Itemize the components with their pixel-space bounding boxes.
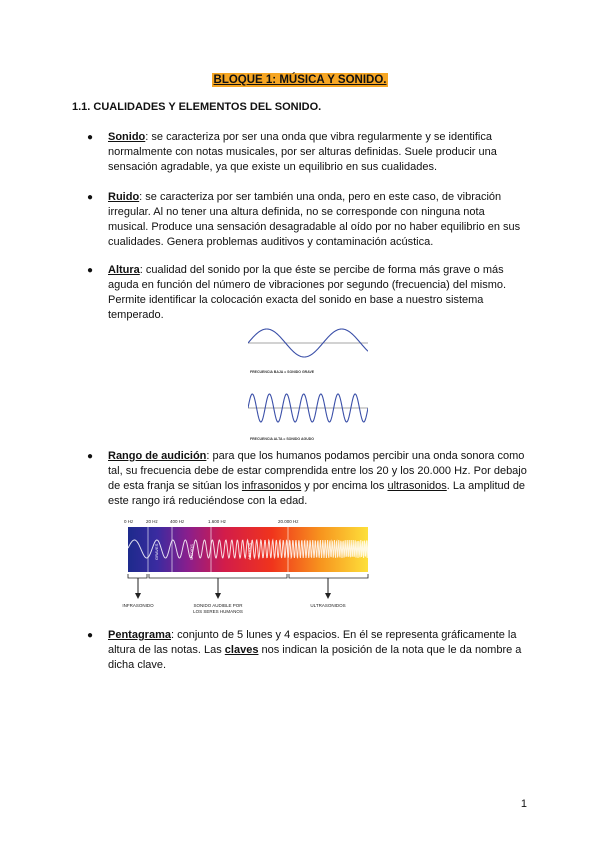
freq-label-20000: 20.000 Hz: [278, 519, 299, 524]
desc-pentagrama-b: nos indican la posición de la nota que le da nombre a dicha clave.: [108, 644, 522, 671]
high-frequency-wave-figure: [248, 388, 368, 443]
term-rango: Rango de audición: [108, 450, 207, 462]
page-number: 1: [520, 798, 527, 810]
term-sonido: Sonido: [108, 131, 146, 143]
desc-rango-a: : para que los humanos podamos percibir una onda sonora como tal, su frecuencia debe de estar comprendida entre los 20 y los 20.000 Hz. Por debajo de esta franja se sitúan los: [108, 450, 527, 492]
desc-pentagrama-a: : conjunto de 5 lunes y 4 espacios. En él se representa gráficamente la altura de las notas. Las: [108, 629, 517, 656]
page-title: BLOQUE 1: MÚSICA Y SONIDO.: [213, 74, 387, 86]
list-item-altura: [87, 263, 528, 323]
range-audible-2: LOS SERES HUMANOS: [193, 609, 243, 614]
freq-label-1600: 1.600 Hz: [208, 519, 227, 524]
freq-label-0: 0 Hz: [124, 519, 134, 524]
low-frequency-caption: FRECUENCIA BAJA = SONIDO GRAVE: [250, 370, 315, 374]
high-frequency-caption: FRECUENCIA ALTA = SONIDO AGUDO: [250, 437, 315, 441]
bullet: ●: [87, 265, 94, 276]
desc-altura: : cualidad del sonido por la que éste se percibe de forma más grave o más aguda en función del número de vibraciones por segundo (frecuencia) del mismo. Permite identificar la colocación exacta del sonido en base a nuestro sistema temperado.: [108, 264, 507, 321]
list-item-sonido: [87, 130, 528, 175]
bullet: ●: [87, 192, 94, 203]
bullet: ●: [87, 630, 94, 641]
band-medios: MEDIOS: [189, 544, 194, 560]
bullet: ●: [87, 451, 94, 462]
link-infrasonidos: infrasonidos: [241, 480, 302, 492]
range-audible-1: SONIDO AUDIBLE POR: [193, 603, 243, 608]
term-ruido: Ruido: [108, 191, 140, 203]
bullet: ●: [87, 132, 94, 143]
title-wrap: [0, 70, 600, 88]
range-ultrasonidos: ULTRASONIDOS: [310, 603, 346, 608]
link-claves: claves: [224, 644, 259, 656]
list-item-ruido: [87, 190, 528, 250]
freq-label-400: 400 Hz: [170, 519, 185, 524]
band-agudos: AGUDOS: [247, 542, 252, 560]
list-item-rango: [87, 449, 528, 509]
term-altura: Altura: [108, 264, 140, 276]
section-heading: 1.1. CUALIDADES Y ELEMENTOS DEL SONIDO.: [72, 101, 322, 113]
desc-sonido: : se caracteriza por ser una onda que vibra regularmente y se identifica normalmente con notas musicales, por ser alturas definidas. Suele producir una sensación agradable, ya que existe un equilibrio en sus cualidades.: [108, 131, 497, 173]
desc-rango-b: y por encima los: [301, 480, 388, 492]
link-ultrasonidos: ultrasonidos: [387, 480, 447, 492]
low-frequency-wave-figure: [248, 325, 368, 377]
freq-label-20: 20 Hz: [146, 519, 158, 524]
range-infrasonido: INFRASONIDO: [122, 603, 154, 608]
audio-spectrum-figure: [118, 516, 378, 616]
desc-ruido: : se caracteriza por ser también una onda, pero en este caso, de vibración irregular. Al no tener una altura definida, no se corresponde con ninguna nota musical. Produce una sensación desagradable al oído por no haber equilibrio en sus cualidades. Genera problemas auditivos y contaminación acústica.: [108, 191, 521, 248]
band-graves: GRAVES: [154, 543, 159, 560]
desc-rango-c: . La amplitud de este rango irá reduciéndose con la edad.: [108, 480, 526, 507]
list-item-pentagrama: [87, 628, 528, 673]
term-pentagrama: Pentagrama: [108, 629, 171, 641]
